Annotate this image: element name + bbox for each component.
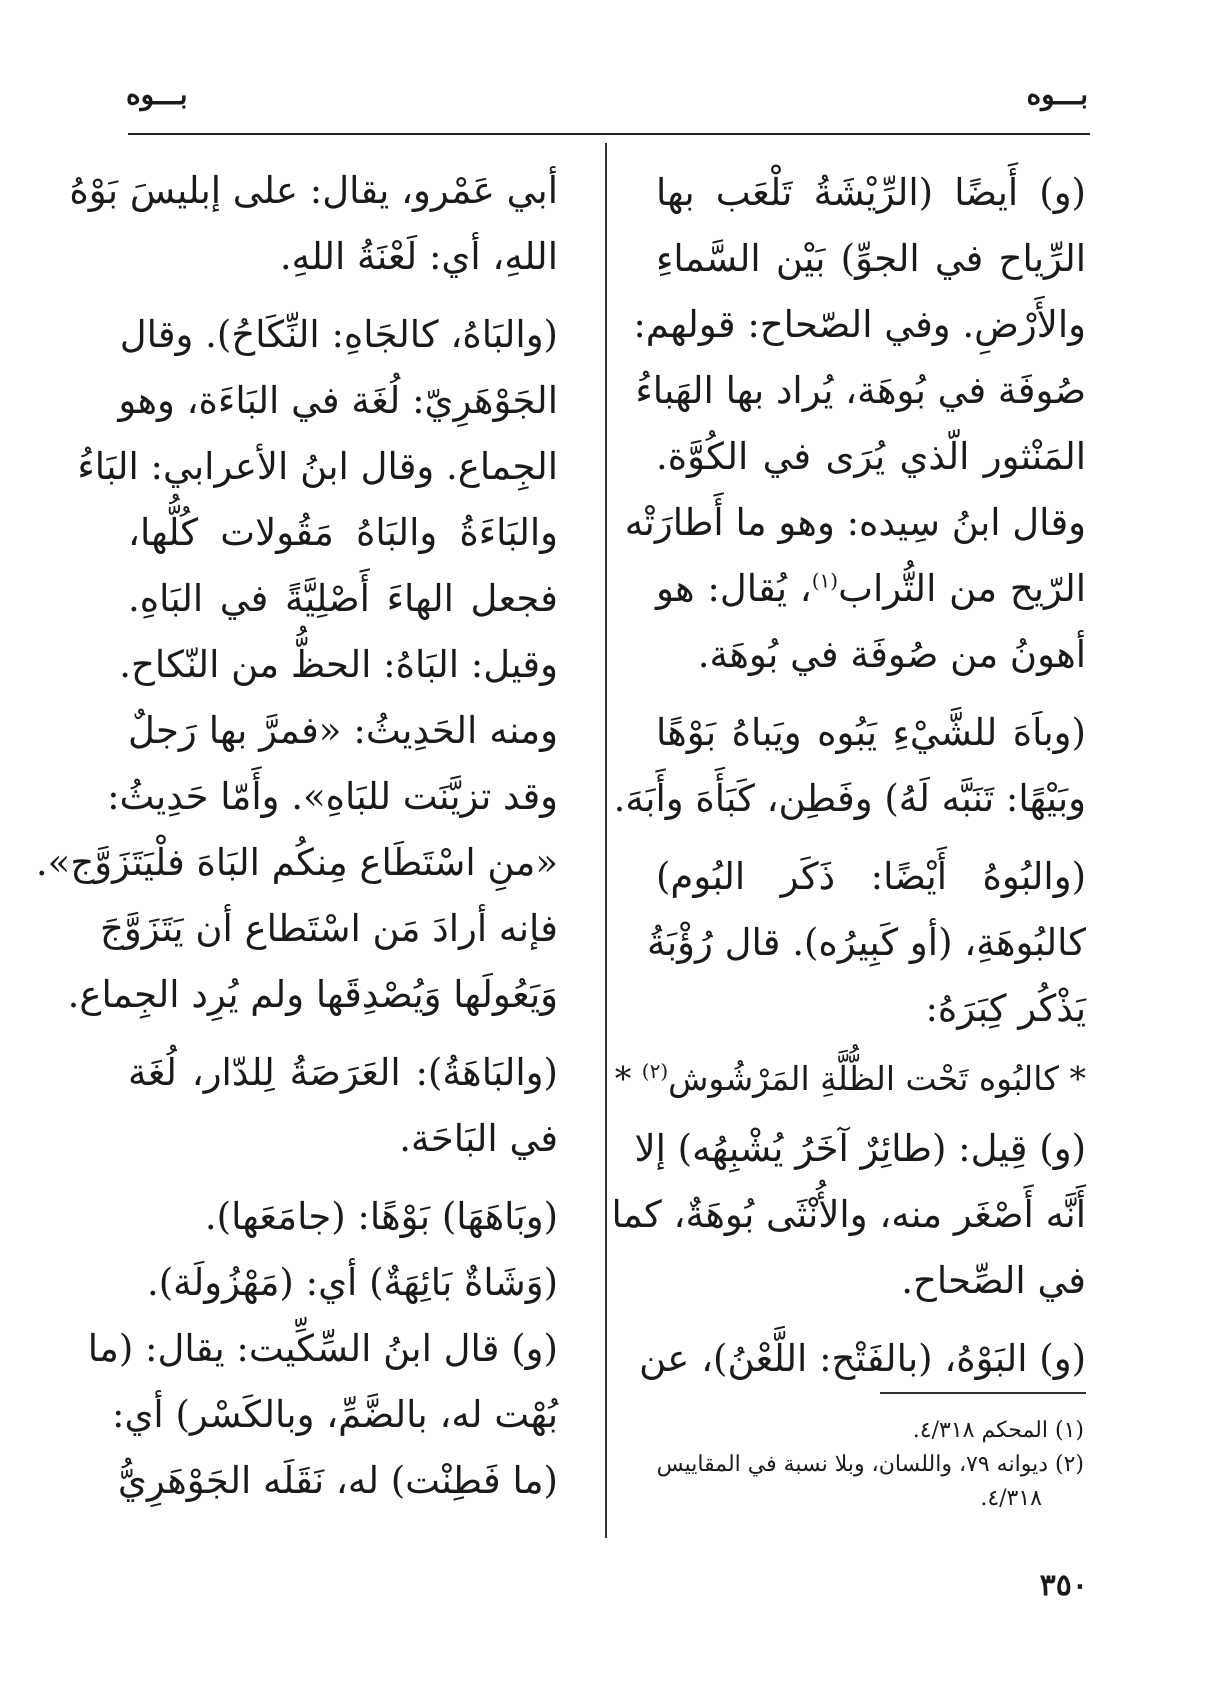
text-line: (والبَاهُ، كالجَاهِ: النِّكَاحُ). وقال bbox=[119, 313, 558, 356]
text-fragment: ، يُقال: هو bbox=[656, 567, 812, 610]
text-line: في البَاحَة. bbox=[399, 1117, 558, 1160]
column-separator bbox=[605, 143, 607, 1538]
footnote-2-continued: ٤/٣١٨. bbox=[980, 1486, 1042, 1511]
text-line: (وباَهَ للشَّيْءِ يَبُوه ويَباهُ بَوْهًا bbox=[656, 711, 1086, 754]
text-line: الرِّياح في الجوِّ) بَيْن السَّماءِ bbox=[656, 237, 1086, 280]
running-header-right: بـــوه bbox=[1026, 78, 1088, 111]
text-line: (و) أَيضًا (الرِّيْشَةُ تَلْعَب بها bbox=[656, 171, 1086, 214]
text-line: وقيل: البَاهُ: الحظُّ من النّكاح. bbox=[119, 643, 558, 686]
text-line: الجَوْهَرِيّ: لُغَة في البَاءَة، وهو bbox=[118, 379, 558, 422]
text-fragment: الرّيح من التُّراب bbox=[838, 567, 1087, 610]
text-line: (و) قِيل: (طائِرٌ آخَرُ يُشْبِهُه) إلا bbox=[634, 1127, 1086, 1170]
text-line: يَذْكُر كِبَرَهُ: bbox=[925, 987, 1086, 1030]
header-rule bbox=[128, 133, 1090, 135]
text-line: والبَاءَةُ والبَاهُ مَقُولات كُلُّها، bbox=[128, 511, 558, 554]
text-line: المَنْثور الّذي يُرَى في الكُوَّة. bbox=[656, 435, 1086, 478]
footnote-1: (١) المحكم ٤/٣١٨. bbox=[912, 1418, 1084, 1443]
text-line: «منِ اسْتَطَاع مِنكُم البَاهَ فلْيَتَزَوَّج». bbox=[35, 841, 558, 884]
text-line: (و) قال ابنُ السِّكِّيت: يقال: (ما bbox=[87, 1327, 558, 1370]
right-column bbox=[611, 160, 1087, 1392]
text-line: ومنه الحَدِيثُ: «فمرَّ بها رَجلٌ bbox=[128, 709, 558, 752]
text-line: أَنَّه أَصْغَر منه، والأُنْثَى بُوهَةٌ، كما bbox=[611, 1193, 1086, 1236]
footnote-rule bbox=[880, 1392, 1086, 1394]
verse-end-mark: * bbox=[614, 1059, 632, 1098]
verse-text: * كالبُوه تَحْت الظُّلَّةِ المَرْشُوش bbox=[668, 1059, 1086, 1098]
text-line: (و) البَوْهُ، (بالفَتْح: اللَّعْنُ)، عن bbox=[639, 1337, 1086, 1380]
text-line: (وبَاهَهَا) بَوْهًا: (جامَعَها). bbox=[204, 1195, 558, 1238]
verse-line bbox=[614, 1046, 1086, 1116]
text-line: الجِماع. وقال ابنُ الأعرابي: البَاءُ bbox=[77, 445, 558, 488]
running-header-left: بـــوه bbox=[126, 78, 188, 111]
text-line: وبَيْهًا: تَنَبَّه لَهُ) وفَطِن، كَبَأَهَ وأَبَهَ. bbox=[613, 777, 1086, 820]
footnote-ref-2: (٢) bbox=[641, 1059, 669, 1083]
text-line: (والبَاهَةُ): العَرَصَةُ لِلدّار، لُغَة bbox=[128, 1051, 558, 1094]
text-line: (والبُوهُ أَيْضًا: ذَكَر البُوم) bbox=[656, 855, 1086, 898]
left-column bbox=[35, 158, 558, 1514]
text-line: أبي عَمْرو، يقال: على إبليسَ بَوْهُ bbox=[69, 169, 558, 212]
text-line: كالبُوهَةِ، (أو كَبِيرُه). قال رُؤْبَةُ bbox=[646, 921, 1086, 964]
text-line: وَيَعُولَها وَيُصْدِقَها ولم يُرِد الجِماع. bbox=[67, 973, 558, 1016]
text-line: (وَشَاةٌ بَائِهَةٌ) أي: (مَهْزُولَة). bbox=[146, 1261, 558, 1304]
text-line-with-note bbox=[656, 556, 1086, 622]
text-line: والأَرْضِ. وفي الصّحاح: قولهم: bbox=[633, 303, 1086, 346]
text-line: فإنه أرادَ مَن اسْتَطاع أن يَتَزَوَّجَ bbox=[99, 907, 558, 950]
footnote-2: (٢) ديوانه ٧٩، واللسان، وبلا نسبة في المقاييس bbox=[656, 1452, 1084, 1477]
footnotes bbox=[644, 1414, 1084, 1516]
text-line: وقد تزيَّنَت للبَاهِ». وأَمّا حَدِيثُ: bbox=[107, 775, 558, 818]
footnote-ref-1: (١) bbox=[811, 568, 839, 593]
text-line: وقال ابنُ سِيده: وهو ما أَطارَتْه bbox=[624, 501, 1086, 544]
page-number: ٣٥٠ bbox=[1039, 1568, 1088, 1603]
text-line: أهونُ من صُوفَة في بُوهَة. bbox=[697, 633, 1086, 676]
text-line: بُهْت له، بالضَّمِّ، وبالكَسْر) أي: bbox=[112, 1393, 558, 1436]
text-line: صُوفَة في بُوهَة، يُراد بها الهَباءُ bbox=[635, 369, 1086, 412]
text-line: في الصِّحاح. bbox=[901, 1259, 1086, 1302]
text-line: (ما فَطِنْت) له، نَقَلَه الجَوْهَرِيُّ bbox=[117, 1459, 558, 1502]
text-line: فجعل الهاءَ أَصْلِيَّةً في البَاهِ. bbox=[128, 577, 558, 620]
text-line: اللهِ، أي: لَعْنَةُ اللهِ. bbox=[279, 235, 558, 278]
